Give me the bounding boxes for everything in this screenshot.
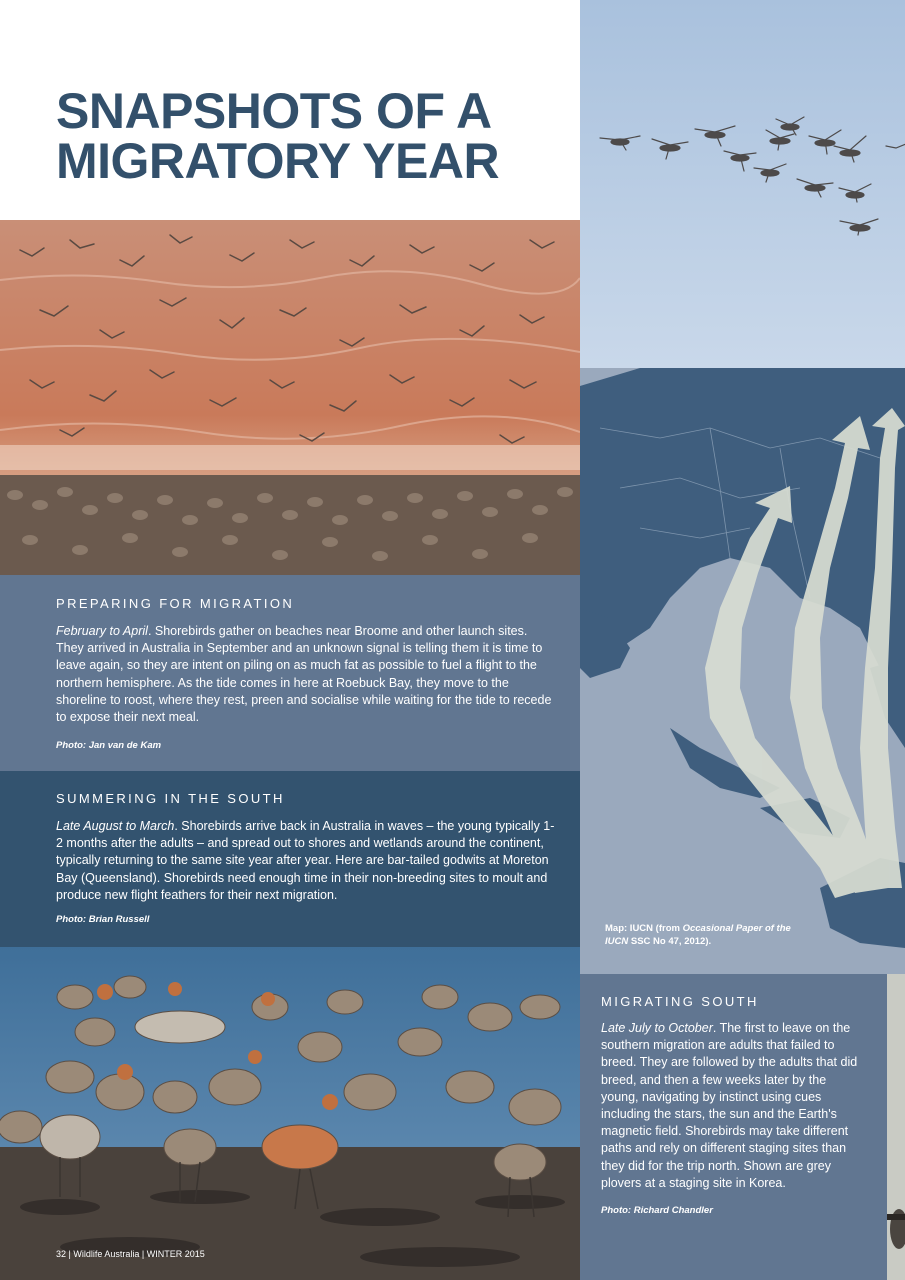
section-migrating [580, 974, 887, 1280]
map-credit-suffix: SSC No 47, 2012). [628, 936, 712, 947]
section-summering [0, 771, 580, 947]
title-line-2: MIGRATORY YEAR [56, 133, 500, 189]
section-preparing-body [56, 623, 556, 726]
title-block [0, 0, 580, 220]
section-preparing-heading: PREPARING FOR MIGRATION [56, 596, 295, 611]
section-summering-credit: Photo: Brian Russell [56, 914, 150, 925]
page-title [56, 83, 576, 189]
grey-plovers-photo [887, 974, 905, 1280]
section-migrating-lead: Late July to October [601, 1021, 713, 1035]
section-summering-lead: Late August to March [56, 819, 175, 833]
section-summering-body [56, 818, 556, 904]
map-credit-prefix: Map: IUCN (from [605, 923, 683, 934]
section-preparing [0, 575, 580, 771]
section-summering-heading: SUMMERING IN THE SOUTH [56, 791, 285, 806]
section-preparing-lead: February to April [56, 624, 148, 638]
section-migrating-heading: MIGRATING SOUTH [601, 994, 759, 1009]
migration-map [580, 368, 905, 974]
roebuck-bay-photo [0, 220, 580, 575]
map-credit-italic: Occasional Paper of the IUCN [605, 923, 791, 947]
sky-flight-photo [580, 0, 905, 368]
section-summering-text: . Shorebirds arrive back in Australia in waves – the young typically 1-2 months after the adults – and spread out to shores and wetlands around the continent, typically returning to the same site year after year. Here are bar-tailed godwits at Moreton Bay (Queensland). Shorebirds need enough time in their non-breeding sites to moult and produce new flight feathers for their next migration. [56, 819, 555, 902]
title-line-1: SNAPSHOTS OF A [56, 83, 492, 139]
section-migrating-credit: Photo: Richard Chandler [601, 1205, 713, 1216]
section-preparing-text: . Shorebirds gather on beaches near Broome and other launch sites. They arrived in Australia in September and an unknown signal is telling them it is time to leave again, so they are intent on piling on as much fat as possible to fuel a flight to the northern hemisphere. As the tide comes in here at Roebuck Bay, they move to the shoreline to roost, where they rest, preen and socialise while waiting for the tide to recede to expose their next meal. [56, 624, 552, 725]
map-credit [605, 922, 805, 948]
section-preparing-credit: Photo: Jan van de Kam [56, 740, 162, 751]
section-migrating-body [601, 1020, 863, 1192]
section-migrating-text: . The first to leave on the southern migration are adults that failed to breed. They are followed by the adults that did breed, and then a few weeks later by the young, navigating by instinct using cues including the stars, the sun and the Earth's magnetic field. Shorebirds may take different paths and rely on different staging sites than they did for the trip north. Shown are grey plovers at a staging site in Korea. [601, 1021, 858, 1190]
page-folio: 32 | Wildlife Australia | WINTER 2015 [56, 1249, 205, 1259]
moreton-bay-photo [0, 947, 580, 1280]
